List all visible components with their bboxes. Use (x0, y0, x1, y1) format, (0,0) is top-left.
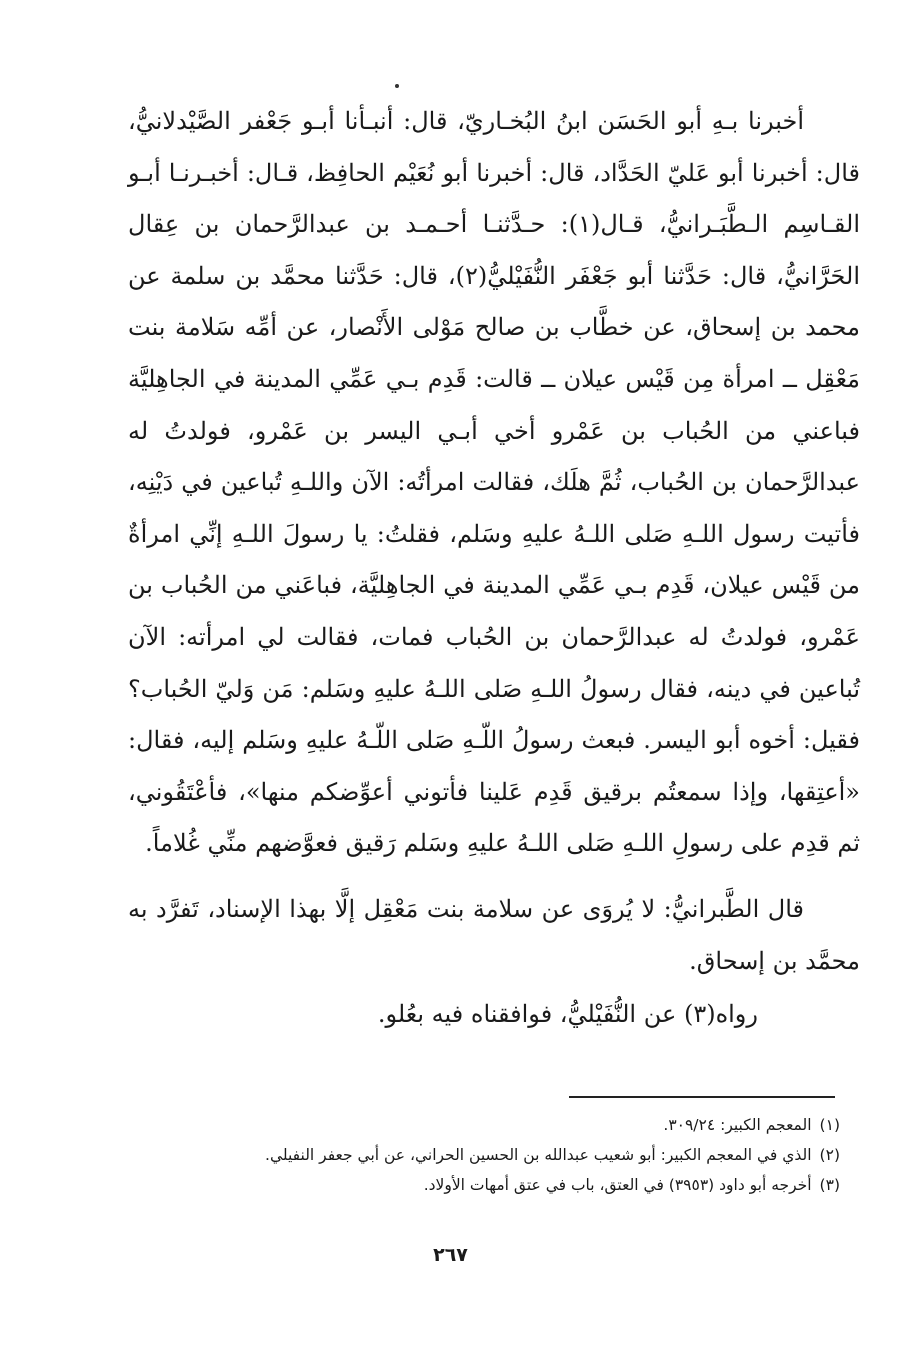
footnote-separator (569, 1096, 835, 1098)
hadith-paragraph: أخبرنا بـهِ أبو الحَسَن ابنُ البُخـاريّ، قال: أنبـأنا أبـو جَعْفر الصَّيْدلانيُّ، قال: أخبرنا أبو عَليّ الحَدَّاد، قال: أخبرنا أبو نُعَيْم الحافِظ، قـال: أخبـرنـا أبـو القـاسِم الـطَّبَـرانيُّ، قـال(١): حـدَّثنـا أحـمـد بن عبدالرَّحمان بن عِقال الحَرَّانيُّ، قال: حَدَّثنا أبو جَعْفَر النُّفَيْليُّ(٢)، قال: حَدَّثنا محمَّد بن سلمة عن محمد بن إسحاق، عن خطَّاب بن صالح مَوْلى الأَنْصار، عن أمِّه سَلامة بنت مَعْقِل ــ امرأة مِن قَيْس عيلان ــ قالت: قَدِم بـي عَمِّي المدينة في الجاهِليَّة فباعني من الحُباب بن عَمْرو أخي أبـي اليسر بن عَمْرو، فولدتُ له عبدالرَّحمان بن الحُباب، ثُمَّ هلَك، فقالت امرأتُه: الآن واللـهِ تُباعين في دَيْنِه، فأتيت رسول اللـهِ صَلى اللـهُ عليهِ وسَلم، فقلتُ: يا رسولَ اللـهِ إنِّي امرأةٌ من قَيْس عيلان، قَدِم بـي عَمِّي المدينة في الجاهِليَّة، فباعَني من الحُباب بن عَمْرو، فولدتُ له عبدالرَّحمان بن الحُباب فمات، فقالت لي امرأته: الآن تُباعين في دينه، فقال رسولُ اللـهِ صَلى اللـهُ عليهِ وسَلم: مَن وَليّ الحُباب؟ فقيل: أخوه أبو اليسر. فبعث رسولُ اللّـهِ صَلى اللّـهُ عليهِ وسَلم إليه، فقال: «أعتِقها، وإذا سمعتُم برقيق قَدِم عَلينا فأتوني أعوِّضكم منها»، فأعْتَقُوني، ثم قدِم على رسولِ اللـهِ صَلى اللـهُ عليهِ وسَلم رَقيق فعوَّضهم منِّي غُلاماً. (128, 107, 860, 858)
footnotes (150, 1110, 840, 1200)
main-text (128, 96, 860, 1041)
footnote-2 (150, 1140, 840, 1170)
page-number: ٢٦٧ (433, 1244, 468, 1266)
footnote-text: الذي في المعجم الكبير: أبو شعيب عبدالله بن الحسين الحراني، عن أبي جعفر النفيلي. (265, 1146, 812, 1164)
footnote-number: (٣) (819, 1176, 840, 1194)
footnote-text: المعجم الكبير: ٣٠٩/٢٤. (663, 1116, 812, 1134)
header-dot (395, 84, 399, 88)
footnote-number: (٢) (819, 1146, 840, 1164)
footnote-number: (١) (819, 1116, 840, 1134)
footnote-1 (150, 1110, 840, 1140)
footnote-text: أخرجه أبو داود (٣٩٥٣) في العتق، باب في عتق أمهات الأولاد. (423, 1176, 812, 1194)
footnote-3 (150, 1170, 840, 1200)
narration-note: رواه(٣) عن النُّفَيْليُّ، فوافقناه فيه بعُلو. (377, 1000, 758, 1029)
tabarani-comment: قال الطَّبرانيُّ: لا يُروَى عن سلامة بنت مَعْقِل إلَّا بهذا الإسناد، تَفرَّد به محمَّد بن إسحاق. (128, 894, 860, 975)
